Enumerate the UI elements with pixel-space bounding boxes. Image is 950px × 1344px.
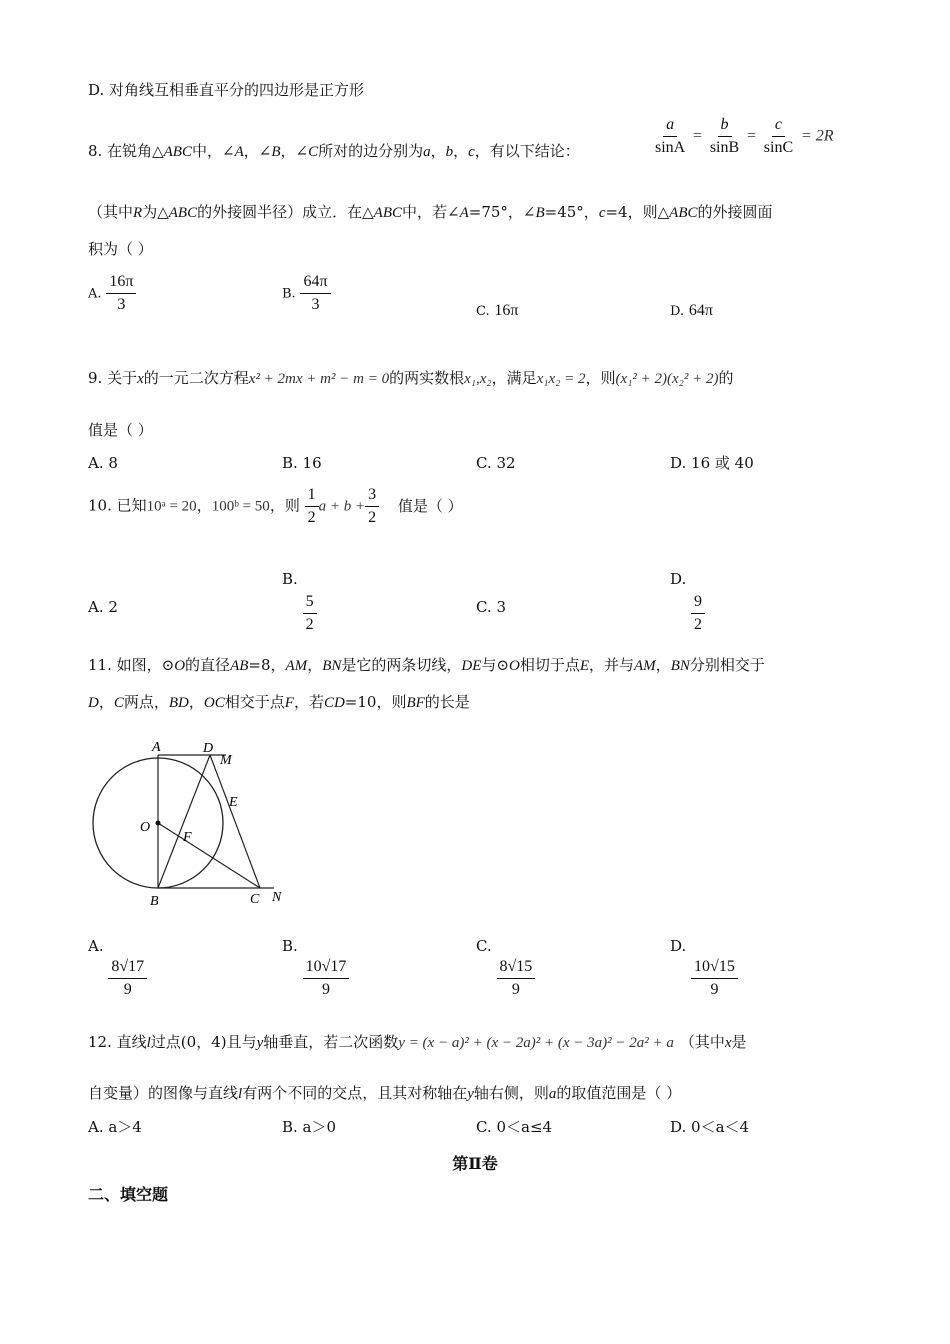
denominator: 2	[368, 509, 377, 526]
q11-text: 相交于点	[224, 693, 285, 711]
triangle-symbol: △	[157, 203, 169, 221]
q8-option-c	[476, 300, 518, 322]
q11-text: 分别相交于	[689, 656, 765, 674]
side-c: c	[598, 205, 606, 221]
q12-line1	[88, 1032, 747, 1053]
segment-bd	[158, 755, 210, 888]
fraction	[365, 486, 379, 527]
denominator: 9	[321, 981, 330, 998]
quadratic-equation: x² + 2mx + m² − m = 0	[248, 371, 390, 387]
point-d: D	[88, 695, 99, 711]
numerator: 64π	[300, 273, 330, 294]
q11-text: 与⊙	[481, 656, 509, 674]
q12-text: 的取值范围是（ ）	[556, 1084, 682, 1102]
tangent-dc	[210, 755, 260, 888]
segment-cd: CD	[323, 695, 345, 711]
denominator: 9	[511, 981, 520, 998]
equation-1: 10ᵃ = 20	[146, 498, 197, 515]
denominator: 9	[123, 981, 132, 998]
q8-text: 为	[142, 203, 158, 221]
denominator: sinB	[709, 139, 740, 156]
geometry-figure	[82, 735, 297, 910]
q8-text: ，∠	[243, 142, 272, 160]
q11-text: 是它的两条切线，	[341, 656, 462, 674]
point-o: O	[508, 658, 520, 674]
fraction	[303, 593, 317, 634]
q11-text: 的直径	[185, 656, 231, 674]
var-y: y	[256, 1035, 264, 1051]
point-f: F	[284, 695, 294, 711]
option-label: C.	[476, 304, 490, 319]
q11-option-c	[476, 937, 535, 999]
point-c: C	[113, 695, 124, 711]
line-am: AM	[634, 658, 656, 674]
var-x: x	[724, 1035, 732, 1051]
root-product-condition: x₁x₂ = 2	[536, 371, 586, 387]
q9-line2: 值是（ ）	[88, 421, 153, 439]
q9-text: 的	[718, 369, 734, 387]
triangle-abc: ABC	[168, 205, 198, 221]
q12-option-b: B. a＞0	[282, 1118, 337, 1136]
q11-text: ，	[655, 656, 671, 674]
q11-text: 两点，	[123, 693, 169, 711]
q11-line1	[88, 655, 765, 676]
var-x: x	[137, 371, 144, 387]
fraction	[691, 593, 705, 634]
label-b: B	[150, 894, 159, 909]
label-a: A	[152, 740, 161, 755]
q8-text: （其中	[88, 203, 134, 221]
q8-text: ，	[453, 142, 469, 160]
fraction	[303, 958, 350, 999]
angle-a: A	[459, 205, 469, 221]
option-label: B.	[282, 937, 298, 955]
roots: x₁,x₂	[464, 371, 492, 387]
line-l: l	[146, 1035, 151, 1051]
denominator: 3	[117, 296, 126, 313]
equation-2: 100ᵇ = 50	[211, 498, 270, 515]
segment-oc	[158, 823, 260, 888]
q12-option-c: C. 0＜a≤4	[476, 1118, 553, 1136]
side-b: b	[445, 144, 454, 160]
q12-text: 有两个不同的交点，且其对称轴在	[242, 1084, 468, 1102]
numerator: c	[772, 116, 785, 137]
equals: =	[693, 127, 703, 145]
q11-text: 的长是	[424, 693, 470, 711]
point-e: E	[579, 658, 589, 674]
fraction	[305, 486, 319, 527]
q12-option-a: A. a＞4	[88, 1118, 142, 1136]
q11-text: ，	[188, 693, 204, 711]
q12-text: 12. 直线	[88, 1033, 147, 1051]
q10-option-a: A. 2	[88, 598, 118, 616]
option-label: B.	[282, 286, 296, 302]
numerator: 8√15	[497, 958, 536, 979]
angle-b: B	[535, 205, 545, 221]
q9-option-a: A. 8	[88, 454, 118, 472]
q8-text: ，	[430, 142, 446, 160]
numerator: 10√17	[303, 958, 350, 979]
q10-option-b	[282, 570, 317, 634]
label-f: F	[183, 830, 192, 845]
segment-bd: BD	[168, 695, 189, 711]
segment-ab: AB	[230, 658, 249, 674]
option-label: D.	[670, 937, 687, 955]
numerator: a	[663, 116, 677, 137]
option-value: 16π	[494, 302, 519, 319]
q9-text: ，则	[585, 369, 616, 387]
numerator: 1	[305, 486, 319, 507]
quadratic-function: y = (x − a)² + (x − 2a)² + (x − 3a)² − 2a² + a	[398, 1035, 674, 1051]
q11-text: ，	[307, 656, 323, 674]
option-label: A.	[88, 286, 102, 302]
denominator: 3	[311, 296, 320, 313]
q8-line1	[88, 141, 580, 162]
line-de: DE	[461, 658, 482, 674]
q11-text: 相切于点	[519, 656, 580, 674]
option-label: C.	[476, 937, 492, 955]
q10-option-d	[670, 570, 705, 634]
numerator: 16π	[106, 273, 136, 294]
q10-text: 10. 已知	[88, 496, 147, 515]
q12-text: 过点(0，4)且与	[150, 1033, 257, 1051]
q10-text: ，则	[269, 496, 300, 515]
q8-text: =4，则	[605, 203, 658, 221]
q9-text: 的两实数根	[389, 369, 465, 387]
section-title: 二、填空题	[88, 1185, 169, 1204]
q11-line2	[88, 692, 470, 713]
q11-option-b	[282, 937, 349, 999]
q9-text: 9. 关于	[88, 369, 138, 387]
q11-option-a	[88, 937, 147, 999]
q12-text: 轴右侧，则	[473, 1084, 549, 1102]
q8-option-a	[88, 273, 136, 314]
q12-text: 轴垂直，若二次函数	[263, 1033, 399, 1051]
q11-text: 11. 如图，⊙	[88, 656, 175, 674]
q12-text: 是	[731, 1033, 747, 1051]
denominator: 2	[305, 616, 314, 633]
numerator: b	[718, 116, 732, 137]
triangle-symbol: △	[362, 203, 374, 221]
q10-text: 值是（ ）	[397, 496, 463, 515]
q8-text: 中，若∠	[402, 203, 460, 221]
label-m: M	[220, 753, 232, 768]
fraction	[707, 116, 742, 157]
fraction	[106, 273, 136, 314]
numerator: 5	[303, 593, 317, 614]
numerator: 10√15	[691, 958, 738, 979]
q11-option-d	[670, 937, 738, 999]
option-label: B.	[282, 570, 298, 588]
q10-text: ，	[196, 496, 212, 515]
q8-text: 所对的边分别为	[318, 142, 424, 160]
q8-option-b	[282, 273, 331, 314]
fraction	[497, 958, 536, 999]
q10-line1	[88, 486, 463, 527]
q8-line2	[88, 202, 773, 223]
label-c: C	[250, 892, 260, 907]
option-value: 64π	[688, 302, 713, 319]
q11-text: =8，	[248, 656, 286, 674]
q12-text: （其中	[679, 1033, 725, 1051]
q8-text: =45°，	[544, 203, 599, 221]
segment-bf: BF	[406, 695, 425, 711]
angle-a: A	[234, 144, 244, 160]
angle-c: C	[308, 144, 319, 160]
label-e: E	[229, 795, 238, 810]
fraction	[691, 958, 738, 999]
q9-line1	[88, 368, 733, 389]
q8-line3: 积为（ ）	[88, 240, 153, 258]
numerator: 3	[365, 486, 379, 507]
fraction	[108, 958, 147, 999]
q8-option-d	[670, 300, 713, 322]
point-o: O	[174, 658, 186, 674]
side-a: a	[423, 144, 431, 160]
line-bn: BN	[322, 658, 342, 674]
numerator: 9	[691, 593, 705, 614]
var-a: a	[548, 1086, 557, 1102]
q12-text: 自变量）的图像与直线	[88, 1084, 239, 1102]
q11-text: =10，则	[344, 693, 407, 711]
label-o: O	[140, 820, 151, 835]
target-expression: (x₁² + 2)(x₂² + 2)	[615, 371, 719, 387]
equals: =	[746, 127, 756, 145]
volume-title: 第Ⅱ卷	[452, 1154, 498, 1173]
q10-option-c: C. 3	[476, 598, 507, 616]
equals-2r: = 2R	[800, 127, 834, 145]
q9-option-d: D. 16 或 40	[670, 454, 754, 472]
q12-line2	[88, 1083, 681, 1104]
center-dot	[156, 821, 161, 826]
angle-b: B	[271, 144, 281, 160]
segment-oc: OC	[203, 695, 225, 711]
denominator: 2	[694, 616, 703, 633]
q9-option-b: B. 16	[282, 454, 322, 472]
q8-text: 的外接圆半径）成立．在	[197, 203, 363, 221]
line-bn: BN	[670, 658, 690, 674]
numerator: 8√17	[108, 958, 147, 979]
denominator: 2	[307, 509, 316, 526]
q8-text: 中，∠	[191, 142, 235, 160]
line-am: AM	[285, 658, 308, 674]
label-n: N	[272, 890, 282, 905]
fraction	[761, 116, 796, 157]
expression-mid: a + b +	[318, 498, 366, 515]
q9-option-c: C. 32	[476, 454, 516, 472]
label-d: D	[203, 741, 214, 756]
triangle-symbol: △	[152, 142, 164, 160]
q8-text: 的外接圆面	[697, 203, 773, 221]
radius-r: R	[133, 205, 143, 221]
q12-option-d: D. 0＜a＜4	[670, 1118, 750, 1136]
q9-text: ，满足	[491, 369, 537, 387]
denominator: 9	[710, 981, 719, 998]
option-label: D.	[670, 570, 687, 588]
var-y: y	[467, 1086, 474, 1102]
q11-text: ，并与	[589, 656, 635, 674]
sine-law-formula	[652, 116, 833, 157]
option-label: D.	[670, 304, 685, 319]
triangle-abc: ABC	[163, 144, 192, 160]
option-label: A.	[88, 937, 104, 955]
denominator: sinA	[655, 139, 686, 156]
q8-text: =75°，∠	[468, 203, 536, 221]
triangle-abc: ABC	[669, 205, 698, 221]
side-c: c	[468, 144, 475, 160]
q8-prefix: 8. 在锐角	[88, 142, 153, 160]
triangle-symbol: △	[657, 203, 670, 221]
line-l: l	[238, 1086, 243, 1102]
q11-text: ，	[98, 693, 114, 711]
denominator: sinC	[763, 139, 794, 156]
q7-option-d: D. 对角线互相垂直平分的四边形是正方形	[88, 81, 365, 99]
fraction	[300, 273, 330, 314]
q8-text: ，∠	[280, 142, 309, 160]
q8-text: ，有以下结论：	[474, 142, 580, 160]
q11-text: ，若	[293, 693, 324, 711]
q9-text: 的一元二次方程	[143, 369, 249, 387]
fraction	[652, 116, 688, 157]
triangle-abc: ABC	[373, 205, 402, 221]
